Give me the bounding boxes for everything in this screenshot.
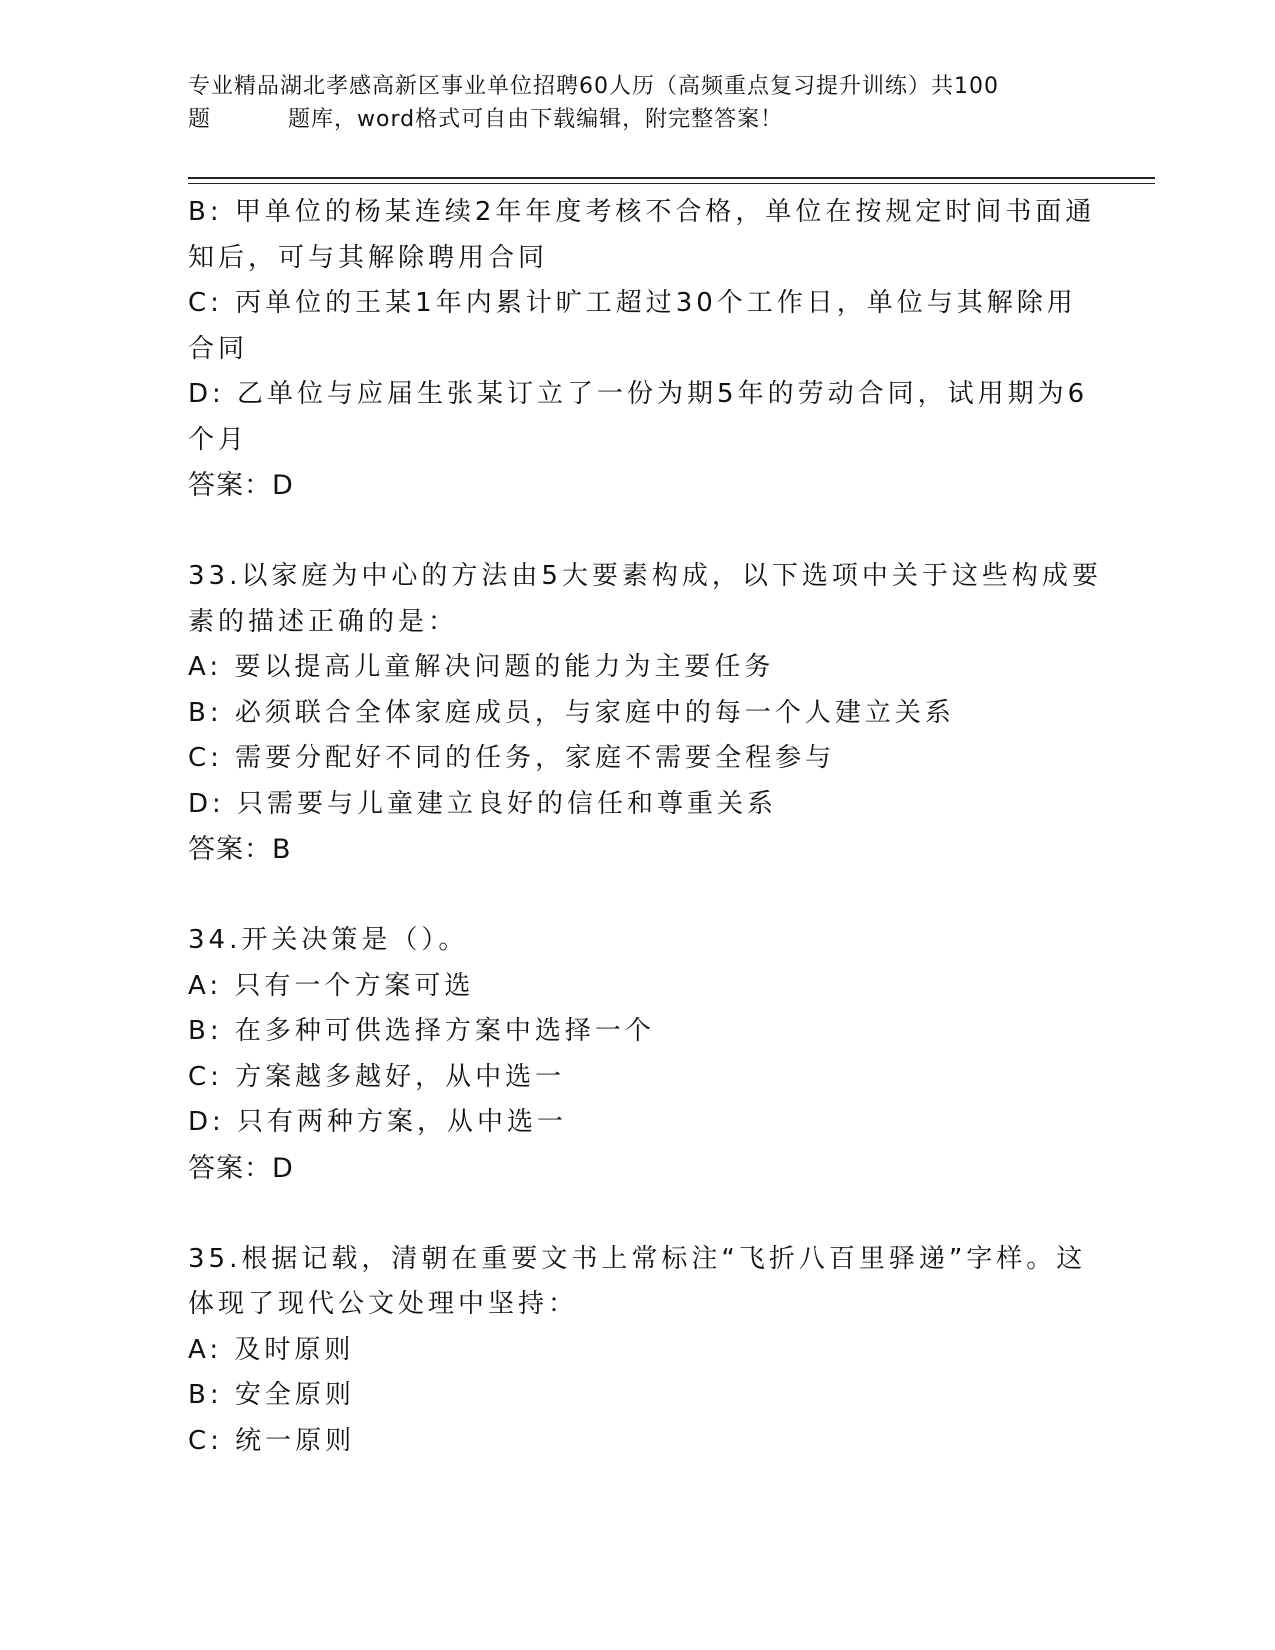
- question-stem: 34.开关决策是（）。: [188, 925, 469, 955]
- answer-label: 答案：D: [188, 1152, 294, 1184]
- question-stem: 33.以家庭为中心的方法由5大要素构成，以下选项中关于这些构成要: [188, 561, 1102, 591]
- header-title-rest: 题库，word格式可自由下载编辑，附完整答案！: [288, 107, 784, 132]
- question-33: [188, 554, 1102, 873]
- question-stem-continued: 素的描述正确的是：: [188, 606, 459, 637]
- option-d-continued: 个月: [188, 424, 249, 455]
- question-spacer: [188, 1191, 1088, 1237]
- option-a: A: 只有一个方案可选: [188, 970, 475, 1001]
- answer-label: 答案：D: [188, 470, 294, 501]
- header-title-line1: 专业精品湖北孝感高新区事业单位招聘60人历（高频重点复习提升训练）共100: [188, 74, 999, 99]
- header-divider-thick: [188, 177, 1155, 179]
- option-d: D: 只有两种方案，从中选一: [188, 1107, 568, 1137]
- option-d: D: 乙单位与应届生张某订立了一份为期5年的劳动合同，试用期为6: [188, 379, 1089, 409]
- document-header: [188, 70, 1108, 136]
- header-title-line2: [188, 103, 1108, 136]
- question-stem: 35.根据记载，清朝在重要文书上常标注“飞折八百里驿递”字样。这: [188, 1243, 1087, 1274]
- option-a: A: 要以提高儿童解决问题的能力为主要任务: [188, 652, 775, 682]
- option-d: D: 只需要与儿童建立良好的信任和尊重关系: [188, 788, 778, 819]
- question-content: [188, 190, 1102, 1464]
- option-c: C: 统一原则: [188, 1425, 356, 1456]
- header-title-fragment: 题: [188, 107, 212, 132]
- option-b: B: 甲单位的杨某连续2年年度考核不合格，单位在按规定时间书面通: [188, 197, 1096, 227]
- option-b: B: 必须联合全体家庭成员，与家庭中的每一个人建立关系: [188, 697, 955, 728]
- option-c: C: 方案越多越好，从中选一: [188, 1061, 566, 1092]
- option-c: C: 需要分配好不同的任务，家庭不需要全程参与: [188, 743, 836, 773]
- option-c: C: 丙单位的王某1年内累计旷工超过30个工作日，单位与其解除用: [188, 288, 1077, 318]
- question-34: [188, 918, 1088, 1191]
- option-a: A: 及时原则: [188, 1334, 355, 1365]
- answer-label: 答案：B: [188, 834, 292, 865]
- option-b: B: 在多种可供选择方案中选择一个: [188, 1016, 655, 1046]
- question-35: [188, 1237, 1088, 1465]
- question-spacer: [188, 873, 1088, 919]
- question-spacer: [188, 509, 1088, 555]
- option-c-continued: 合同: [188, 333, 249, 364]
- option-b-continued: 知后，可与其解除聘用合同: [188, 242, 549, 273]
- header-divider-thin: [188, 183, 1155, 184]
- question-32-continued: [188, 190, 1096, 509]
- question-stem-continued: 体现了现代公文处理中坚持：: [188, 1289, 579, 1319]
- option-b: B: 安全原则: [188, 1380, 355, 1410]
